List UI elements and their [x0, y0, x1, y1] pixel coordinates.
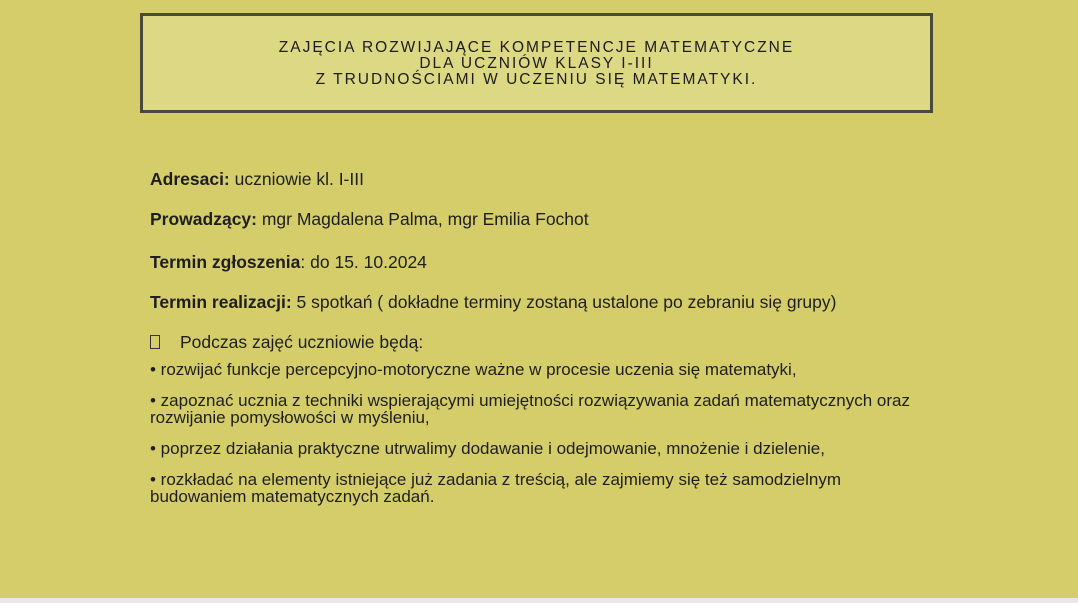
field-value: 5 spotkań ( dokładne terminy zostaną ustalone po zebraniu się grupy)	[291, 292, 837, 312]
field-label: Termin zgłoszenia	[150, 252, 301, 272]
title-line-1: ZAJĘCIA ROZWIJAJĄCE KOMPETENCJE MATEMATYCZNE	[278, 39, 795, 56]
field-addressees	[150, 168, 364, 190]
field-registration-deadline	[150, 251, 427, 273]
list-item: • rozkładać na elementy istniejące już zadania z treścią, ale zajmiemy się też samodzielnym budowaniem matematycznych zadań.	[150, 470, 841, 506]
list-item: • poprzez działania praktyczne utrwalimy dodawanie i odejmowanie, mnożenie i dzielenie,	[150, 439, 825, 458]
list-item: • zapoznać ucznia z techniki wspierającymi umiejętności rozwiązywania zadań matematycznych oraz rozwijanie pomysłowości w myśleniu,	[150, 391, 910, 427]
bullet-list	[150, 361, 940, 519]
field-label: Termin realizacji:	[150, 292, 292, 312]
list-item: • rozwijać funkcje percepcyjno-motoryczne ważne w procesie uczenia się matematyki,	[150, 360, 797, 379]
field-schedule	[150, 291, 836, 313]
title-line-2: DLA UCZNIÓW KLASY I-III	[419, 55, 654, 72]
field-label: Adresaci:	[150, 169, 230, 189]
field-value: : do 15. 10.2024	[300, 252, 427, 272]
field-label: Prowadzący:	[150, 209, 257, 229]
intro-line	[150, 331, 423, 353]
checkbox-glyph-icon	[150, 335, 160, 349]
field-value: mgr Magdalena Palma, mgr Emilia Fochot	[256, 209, 589, 229]
title-line-3: Z TRUDNOŚCIAMI W UCZENIU SIĘ MATEMATYKI.	[315, 71, 758, 88]
intro-text: Podczas zajęć uczniowie będą:	[180, 332, 424, 352]
field-value: uczniowie kl. I-III	[229, 169, 364, 189]
title-box	[140, 13, 933, 113]
field-instructors	[150, 208, 589, 230]
bottom-strip	[0, 598, 1078, 603]
